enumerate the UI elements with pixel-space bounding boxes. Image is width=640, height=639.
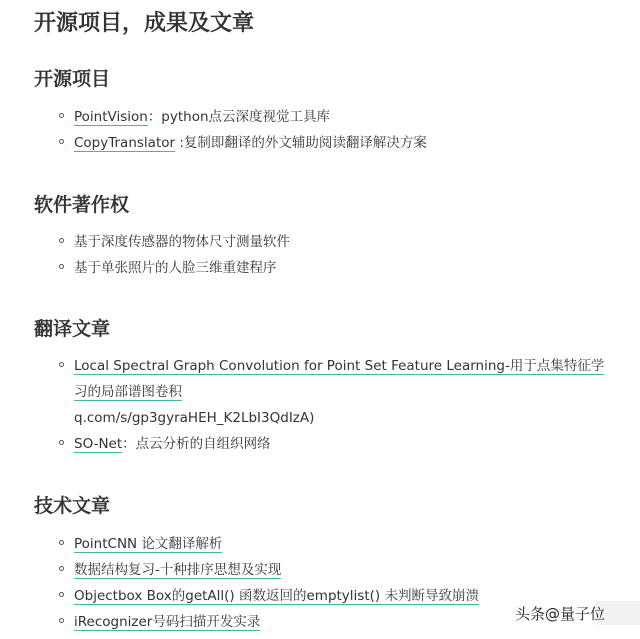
source-watermark [515, 603, 605, 624]
page-title: 开源项目，成果及文章 [34, 11, 255, 36]
list-item [0, 557, 620, 583]
list-item [0, 104, 620, 130]
bullet-icon [59, 264, 64, 269]
item-text: 基于单张照片的人脸三维重建程序 [74, 260, 277, 276]
list-item [0, 353, 620, 431]
copytranslator-link[interactable]: CopyTranslator [74, 135, 176, 151]
local-spectral-graph-link-cont[interactable]: 习的局部谱图卷积 [74, 384, 182, 400]
objectbox-link[interactable]: Objectbox Box的getAll() 函数返回的emptylist() 未判断导致崩溃 [74, 588, 479, 604]
irecognizer-link[interactable]: iRecognizer号码扫描开发实录 [74, 614, 261, 630]
bullet-icon [59, 440, 64, 445]
watermark-handle: @量子位 [545, 605, 606, 623]
bullet-icon [59, 540, 64, 545]
list-item [0, 130, 620, 156]
list-item [0, 229, 620, 255]
bullet-icon [59, 139, 64, 144]
open-source-list [0, 104, 620, 156]
section-heading-tech-articles: 技术文章 [34, 495, 111, 517]
pointcnn-link[interactable]: PointCNN 论文翻译解析 [74, 536, 223, 552]
translated-articles-list [0, 353, 620, 457]
list-item [0, 531, 620, 557]
bullet-icon [59, 618, 64, 623]
bullet-icon [59, 592, 64, 597]
bullet-icon [59, 566, 64, 571]
list-item [0, 255, 620, 281]
section-heading-software-copyright: 软件著作权 [34, 194, 130, 216]
list-item [0, 431, 620, 457]
bullet-icon [59, 362, 64, 367]
software-copyright-list [0, 229, 620, 281]
item-description: ：点云分析的自组织网络 [122, 436, 271, 452]
pointvision-link[interactable]: PointVision [74, 109, 148, 125]
sorting-review-link[interactable]: 数据结构复习-十种排序思想及实现 [74, 562, 282, 578]
bullet-icon [59, 113, 64, 118]
local-spectral-graph-link[interactable]: Local Spectral Graph Convolution for Point Set Feature Learning-用于点集特征学 [74, 358, 605, 374]
watermark-prefix: 头条 [515, 605, 546, 623]
item-text: 基于深度传感器的物体尺寸测量软件 [74, 234, 290, 250]
article-url: q.com/s/gp3gyraHEH_K2LbI3QdIzA) [74, 410, 315, 426]
bullet-icon [59, 238, 64, 243]
item-description: ：python点云深度视觉工具库 [147, 109, 331, 125]
section-heading-open-source: 开源项目 [34, 68, 111, 90]
section-heading-translated-articles: 翻译文章 [34, 318, 111, 340]
so-net-link[interactable]: SO-Net [74, 436, 123, 452]
item-description: :复制即翻译的外文辅助阅读翻译解决方案 [175, 135, 427, 151]
